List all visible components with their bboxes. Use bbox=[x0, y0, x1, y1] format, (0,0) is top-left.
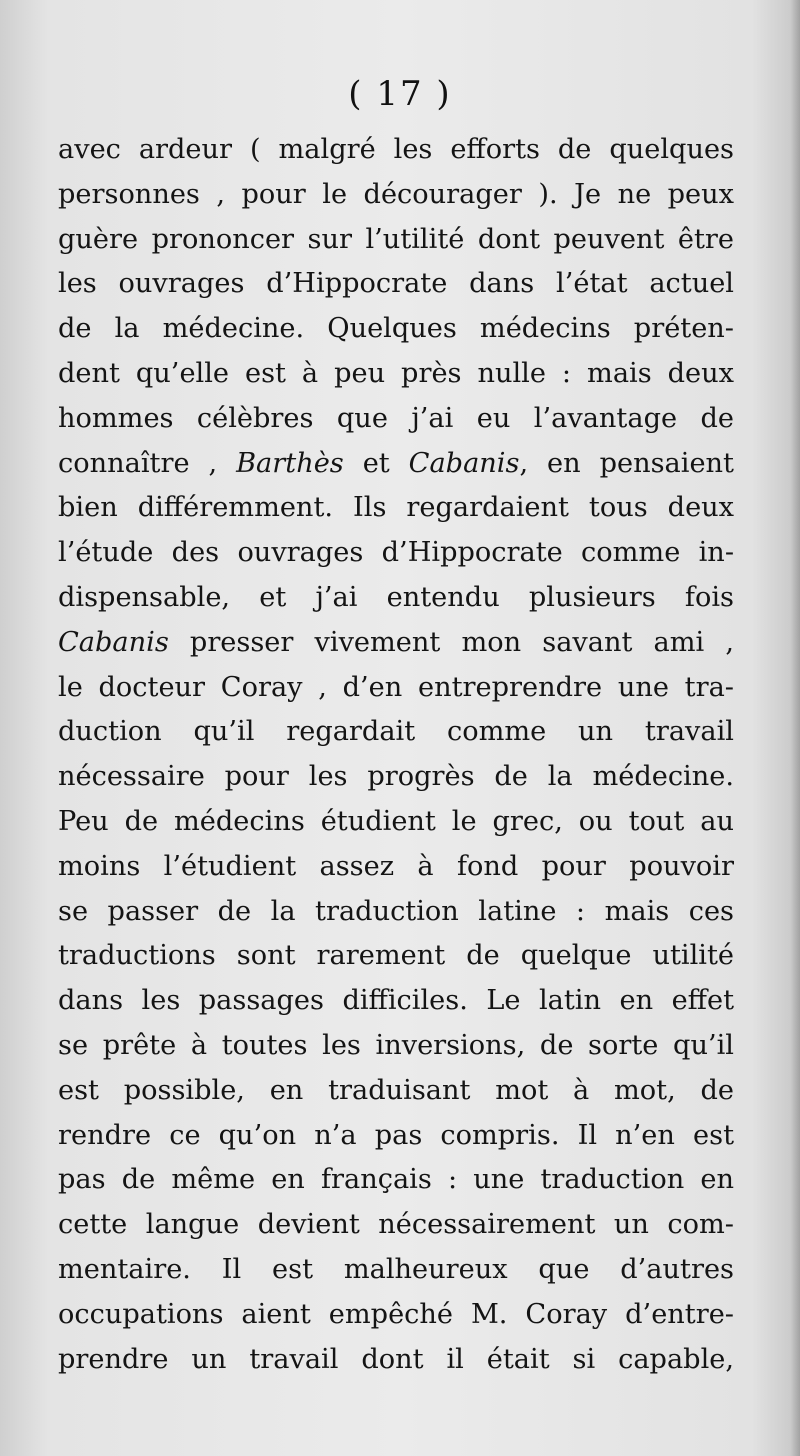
text-segment: Peu de médecins étudient le grec, ou tout au bbox=[58, 805, 734, 837]
text-line bbox=[58, 352, 734, 397]
text-segment: guère prononcer sur l’utilité dont peuvent être bbox=[58, 223, 734, 255]
text-line bbox=[58, 173, 734, 218]
text-segment: pas de même en français : une traduction en bbox=[58, 1164, 734, 1196]
text-line bbox=[58, 576, 734, 621]
text-line bbox=[58, 621, 734, 666]
text-segment: hommes célèbres que j’ai eu l’avantage de bbox=[58, 402, 734, 434]
text-segment: les ouvrages d’Hippocrate dans l’état actuel bbox=[58, 268, 734, 300]
italic-name: Cabanis bbox=[58, 626, 169, 658]
text-segment: bien différemment. Ils regardaient tous deux bbox=[58, 492, 734, 524]
text-segment: connaître , bbox=[58, 447, 237, 479]
text-segment: se passer de la traduction latine : mais ces bbox=[58, 895, 734, 927]
text-segment: presser vivement mon savant ami , bbox=[168, 626, 734, 658]
italic-name: Barthès bbox=[236, 447, 344, 479]
text-segment: mentaire. Il est malheureux que d’autres bbox=[58, 1253, 734, 1285]
text-segment: prendre un travail dont il était si capable, bbox=[58, 1343, 734, 1375]
text-segment: se prête à toutes les inversions, de sorte qu’il bbox=[58, 1029, 734, 1061]
text-line bbox=[58, 531, 734, 576]
body-text bbox=[58, 128, 734, 1382]
text-line bbox=[58, 1203, 734, 1248]
text-segment: dans les passages difficiles. Le latin en effet bbox=[58, 985, 734, 1017]
text-line bbox=[58, 890, 734, 935]
text-segment: dispensable, et j’ai entendu plusieurs fois bbox=[58, 581, 734, 613]
text-line bbox=[58, 397, 734, 442]
page-number: ( 17 ) bbox=[348, 74, 452, 114]
text-line bbox=[58, 755, 734, 800]
text-segment: moins l’étudient assez à fond pour pouvoir bbox=[58, 850, 734, 882]
text-line bbox=[58, 979, 734, 1024]
text-line bbox=[58, 1338, 734, 1383]
text-segment: cette langue devient nécessairement un com- bbox=[58, 1209, 734, 1241]
text-line bbox=[58, 262, 734, 307]
text-segment: l’étude des ouvrages d’Hippocrate comme in- bbox=[58, 537, 734, 569]
text-line bbox=[58, 666, 734, 711]
italic-name: Cabanis bbox=[408, 447, 520, 479]
text-segment: nécessaire pour les progrès de la médecine. bbox=[58, 761, 734, 793]
text-line bbox=[58, 1024, 734, 1069]
text-line bbox=[58, 800, 734, 845]
text-segment: rendre ce qu’on n’a pas compris. Il n’en est bbox=[58, 1119, 734, 1151]
text-segment: avec ardeur ( malgré les efforts de quelques bbox=[58, 134, 734, 165]
text-segment: traductions sont rarement de quelque utilité bbox=[58, 940, 734, 972]
text-segment: occupations aient empêché M. Coray d’entre- bbox=[58, 1298, 734, 1330]
text-segment: est possible, en traduisant mot à mot, de bbox=[58, 1074, 734, 1106]
text-segment: le docteur Coray , d’en entreprendre une tra- bbox=[58, 671, 734, 703]
text-line bbox=[58, 218, 734, 263]
text-segment: personnes , pour le décourager ). Je ne peux bbox=[58, 178, 734, 210]
text-line bbox=[58, 1069, 734, 1114]
page-edge-shadow bbox=[790, 0, 800, 1456]
text-line bbox=[58, 1114, 734, 1159]
text-line bbox=[58, 1293, 734, 1338]
text-line bbox=[58, 710, 734, 755]
text-segment: dent qu’elle est à peu près nulle : mais deux bbox=[58, 357, 734, 389]
text-segment: et bbox=[343, 447, 409, 479]
text-line bbox=[58, 486, 734, 531]
text-line bbox=[58, 442, 734, 487]
text-segment: duction qu’il regardait comme un travail bbox=[58, 716, 734, 748]
text-line bbox=[58, 1158, 734, 1203]
text-line bbox=[58, 845, 734, 890]
text-line bbox=[58, 128, 734, 173]
text-line bbox=[58, 934, 734, 979]
text-segment: , en pensaient bbox=[519, 447, 734, 479]
text-segment: de la médecine. Quelques médecins préten- bbox=[58, 313, 734, 345]
text-line bbox=[58, 1248, 734, 1293]
text-line bbox=[58, 307, 734, 352]
